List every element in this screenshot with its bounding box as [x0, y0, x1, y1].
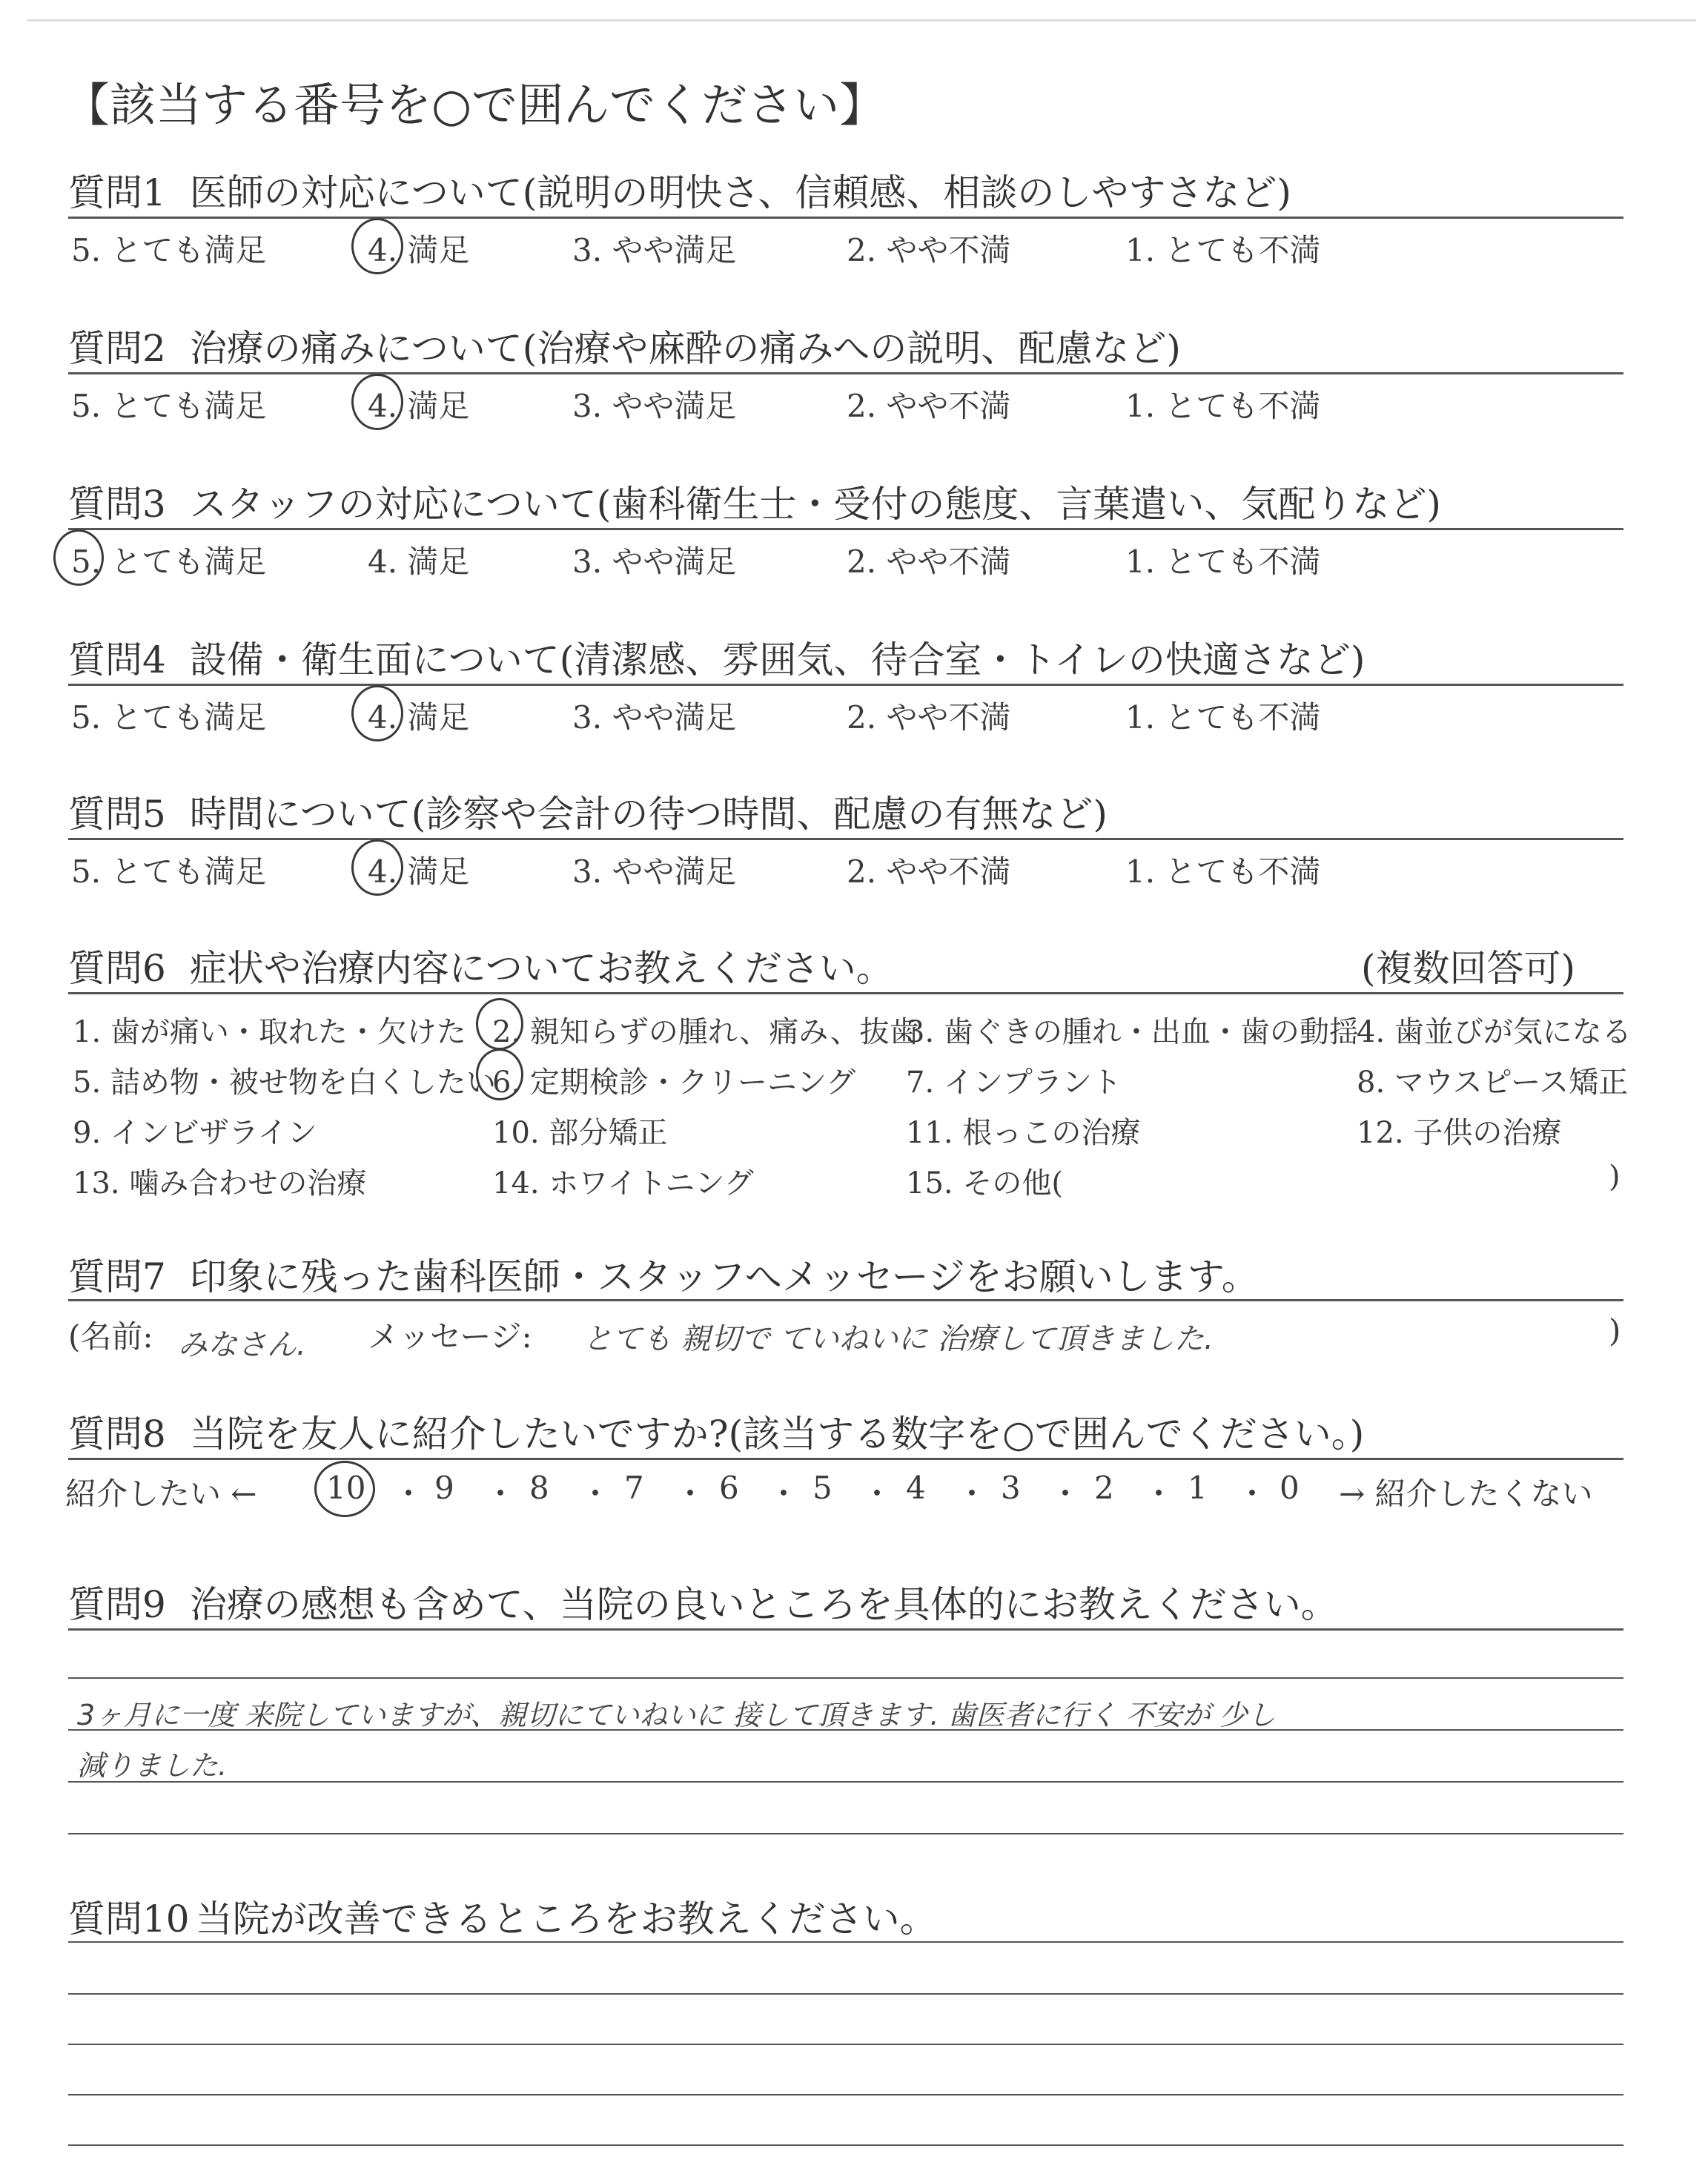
q8-rule	[68, 1458, 1623, 1460]
q9-answer-line-2[interactable]: 減りました.	[77, 1749, 228, 1782]
q8-sep: ・	[485, 1476, 517, 1512]
q9-rule	[68, 1628, 1623, 1631]
q5-text: 時間について(診察や会計の待つ時間、配慮の有無など)	[189, 793, 1108, 836]
q8-score-1[interactable]: 1	[1188, 1470, 1208, 1506]
q3-option-4[interactable]: 4. 満足	[368, 544, 470, 580]
q6-item-3[interactable]: 3. 歯ぐきの腫れ・出血・歯の動揺	[906, 1015, 1359, 1049]
q6-item-6[interactable]: 6. 定期検診・クリーニング	[492, 1066, 856, 1100]
q4-rule	[68, 684, 1623, 686]
q7-message-label: メッセージ:	[368, 1318, 532, 1355]
q10-label: 質問10	[68, 1898, 190, 1941]
q6-note: (複数回答可)	[1361, 947, 1576, 990]
q1-selection-circle	[351, 218, 403, 274]
q8-score-0[interactable]: 0	[1280, 1470, 1300, 1506]
q6-selection-circle-2	[476, 998, 523, 1050]
q9-answer-line	[68, 1833, 1623, 1834]
q6-selection-circle-6	[476, 1048, 523, 1100]
q2-rule	[68, 372, 1623, 374]
q6-rule	[68, 992, 1623, 994]
q9-answer-line	[68, 1781, 1623, 1783]
q5-option-5[interactable]: 5. とても満足	[71, 853, 267, 890]
q9-label: 質問9	[68, 1583, 166, 1626]
q5-option-4[interactable]: 4. 満足	[368, 853, 470, 890]
q8-sep: ・	[1237, 1476, 1268, 1512]
q9-answer-line	[68, 1677, 1623, 1679]
q3-rule	[68, 528, 1623, 530]
q2-label: 質問2	[68, 327, 166, 370]
q5-option-2[interactable]: 2. やや不満	[847, 853, 1011, 890]
q6-item-8[interactable]: 8. マウスピース矯正	[1357, 1066, 1629, 1100]
q8-score-3[interactable]: 3	[1001, 1470, 1021, 1506]
q3-text: スタッフの対応について(歯科衛生士・受付の態度、言葉遣い、気配りなど)	[189, 483, 1441, 526]
q4-text: 設備・衛生面について(清潔感、雰囲気、待合室・トイレの快適さなど)	[189, 638, 1366, 681]
q6-item-10[interactable]: 10. 部分矯正	[492, 1116, 668, 1150]
q8-sep: ・	[393, 1476, 425, 1512]
q4-option-5[interactable]: 5. とても満足	[71, 699, 267, 736]
q1-option-2[interactable]: 2. やや不満	[847, 232, 1011, 268]
q8-score-8[interactable]: 8	[529, 1470, 549, 1506]
q2-option-5[interactable]: 5. とても満足	[71, 388, 267, 424]
q8-sep: ・	[675, 1476, 706, 1512]
q8-sep: ・	[956, 1476, 988, 1512]
q3-option-3[interactable]: 3. やや満足	[572, 544, 737, 580]
q10-answer-line	[68, 2144, 1623, 2146]
q6-item-4[interactable]: 4. 歯並びが気になる	[1357, 1015, 1632, 1049]
q8-score-5[interactable]: 5	[812, 1470, 833, 1506]
q3-selection-circle	[53, 529, 104, 586]
q7-message-value[interactable]: とても 親切で ていねいに 治療して頂きました.	[583, 1322, 1214, 1356]
q2-heading	[68, 319, 1181, 372]
q4-option-3[interactable]: 3. やや満足	[572, 699, 737, 736]
q5-selection-circle	[351, 839, 403, 896]
q2-option-2[interactable]: 2. やや不満	[847, 388, 1011, 424]
q7-label: 質問7	[68, 1255, 166, 1298]
q8-heading	[68, 1404, 1364, 1458]
q1-option-5[interactable]: 5. とても満足	[71, 232, 267, 268]
q8-score-4[interactable]: 4	[906, 1470, 926, 1506]
q6-item-7[interactable]: 7. インプラント	[906, 1066, 1122, 1100]
q4-selection-circle	[351, 685, 403, 742]
q1-label: 質問1	[68, 171, 166, 214]
q8-score-9[interactable]: 9	[434, 1470, 454, 1506]
q7-name-label: (名前:	[68, 1318, 153, 1355]
q1-heading	[68, 163, 1291, 217]
q7-close-paren: )	[1609, 1312, 1621, 1349]
q1-text: 医師の対応について(説明の明快さ、信頼感、相談のしやすさなど)	[189, 171, 1291, 214]
q10-heading	[68, 1889, 937, 1943]
q2-option-1[interactable]: 1. とても不満	[1125, 388, 1321, 424]
q6-item-15-close: )	[1609, 1160, 1621, 1194]
q4-option-4[interactable]: 4. 満足	[368, 699, 470, 736]
q8-sep: ・	[768, 1476, 800, 1512]
q9-text: 治療の感想も含めて、当院の良いところを具体的にお教えください。	[189, 1583, 1338, 1626]
q1-rule	[68, 217, 1623, 219]
q6-item-11[interactable]: 11. 根っこの治療	[906, 1116, 1141, 1150]
q4-option-1[interactable]: 1. とても不満	[1125, 699, 1321, 736]
q8-left-label: 紹介したい ←	[65, 1476, 257, 1512]
q10-text: 当院が改善できるところをお教えください。	[195, 1898, 937, 1941]
q6-item-15[interactable]: 15. その他(	[906, 1166, 1063, 1200]
q4-heading	[68, 630, 1365, 684]
page-title: 【該当する番号を○で囲んでください】	[64, 78, 886, 132]
q3-label: 質問3	[68, 483, 166, 526]
q6-text: 症状や治療内容についてお教えください。	[189, 947, 893, 990]
q8-text: 当院を友人に紹介したいですか?(該当する数字を○で囲んでください。)	[189, 1413, 1365, 1456]
q2-selection-circle	[351, 374, 403, 430]
q8-score-10[interactable]: 10	[326, 1470, 366, 1506]
q3-option-2[interactable]: 2. やや不満	[847, 544, 1011, 580]
q8-score-6[interactable]: 6	[719, 1470, 739, 1506]
q6-item-5[interactable]: 5. 詰め物・被せ物を白くしたい	[73, 1066, 496, 1100]
q10-answer-line	[68, 1993, 1623, 1995]
q8-right-label: → 紹介したくない	[1339, 1476, 1593, 1512]
q8-sep: ・	[861, 1476, 893, 1512]
top-border	[27, 19, 1696, 22]
q6-heading	[68, 939, 893, 992]
q8-selection-circle	[314, 1461, 375, 1517]
q6-label: 質問6	[68, 947, 166, 990]
q6-item-12[interactable]: 12. 子供の治療	[1357, 1116, 1562, 1150]
q6-item-9[interactable]: 9. インビザライン	[73, 1116, 317, 1150]
q3-heading	[68, 475, 1441, 528]
q5-option-1[interactable]: 1. とても不満	[1125, 853, 1321, 890]
q1-option-3[interactable]: 3. やや満足	[572, 232, 737, 268]
q6-item-14[interactable]: 14. ホワイトニング	[492, 1166, 754, 1200]
q2-option-4[interactable]: 4. 満足	[368, 388, 470, 424]
q7-name-value[interactable]: みなさん.	[178, 1328, 306, 1362]
q2-text: 治療の痛みについて(治療や麻酔の痛みへの説明、配慮など)	[189, 327, 1181, 370]
q5-heading	[68, 785, 1108, 838]
q5-option-3[interactable]: 3. やや満足	[572, 853, 737, 890]
q10-answer-line	[68, 2044, 1623, 2045]
q5-label: 質問5	[68, 793, 166, 836]
q8-label: 質問8	[68, 1413, 166, 1456]
q7-heading	[68, 1247, 1259, 1301]
q7-rule	[68, 1299, 1623, 1301]
q9-heading	[68, 1575, 1338, 1628]
q9-answer-line-1[interactable]: 3ヶ月に一度 来院していますが、親切にていねいに 接して頂きます. 歯医者に行く 不安が 少し	[77, 1699, 1276, 1731]
q8-sep: ・	[1143, 1476, 1175, 1512]
q10-answer-line	[68, 2094, 1623, 2095]
q6-item-1[interactable]: 1. 歯が痛い・取れた・欠けた	[73, 1015, 466, 1049]
q10-answer-line	[68, 1941, 1623, 1943]
q8-sep: ・	[1050, 1476, 1082, 1512]
q5-rule	[68, 838, 1623, 840]
q6-item-13[interactable]: 13. 噛み合わせの治療	[73, 1166, 367, 1200]
q8-score-2[interactable]: 2	[1094, 1470, 1114, 1506]
q4-label: 質問4	[68, 638, 166, 681]
q3-option-1[interactable]: 1. とても不満	[1125, 544, 1321, 580]
q8-sep: ・	[580, 1476, 612, 1512]
q6-item-2[interactable]: 2. 親知らずの腫れ、痛み、抜歯	[492, 1015, 919, 1049]
q8-score-7[interactable]: 7	[624, 1470, 644, 1506]
q7-text: 印象に残った歯科医師・スタッフへメッセージをお願いします。	[189, 1255, 1259, 1298]
q3-option-5[interactable]: 5. とても満足	[71, 544, 267, 580]
q1-option-4[interactable]: 4. 満足	[368, 232, 470, 268]
q1-option-1[interactable]: 1. とても不満	[1125, 232, 1321, 268]
q2-option-3[interactable]: 3. やや満足	[572, 388, 737, 424]
q4-option-2[interactable]: 2. やや不満	[847, 699, 1011, 736]
